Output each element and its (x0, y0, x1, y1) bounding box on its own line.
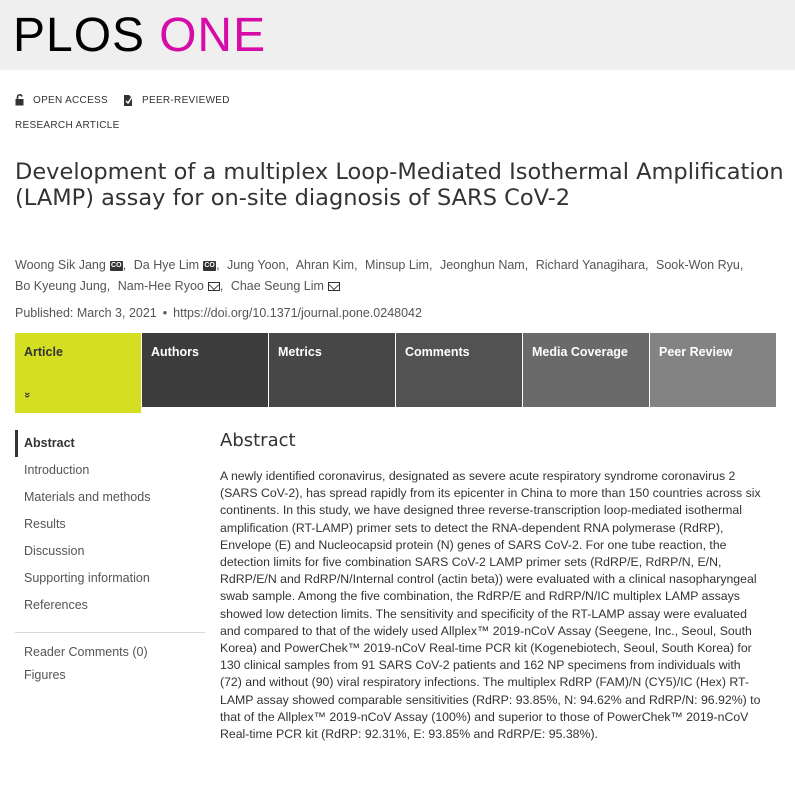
abstract-text: A newly identified coronavirus, designated as severe acute respiratory syndrome coronavirus 2 (SARS CoV-2), has spread rapidly from its epicenter in China to more than 150 countries across six continents. In this study, we have designed three reverse-transcription loop-mediated isothermal amplification (RT-LAMP) primer sets to detect the RNA-dependent RNA polymerase (RdRP), Envelope (E) and Nucleocapsid protein (N) genes of SARS CoV-2. For one tube reaction, the detection limits for five combination SARS CoV-2 LAMP primer sets (RdRP/E, RdRP/N, E/N, RdRP/E/N and RdRP/N/Internal control (actin beta)) were evaluated with a clinical nasopharyngeal swab sample. Among the five combination, the RdRP/E and RdRP/N/IC multiplex LAMP assays showed low detection limits. The sensitivity and specificity of the RT-LAMP assay were evaluated and compared to that of the widely used Allplex™ 2019-nCoV Assay (Seegene, Inc., Seoul, South Korea) and PowerChek™ 2019-nCoV Real-time PCR kit (Kogenebiotech, Seoul, South Korea) for 130 clinical samples from 91 SARS CoV-2 patients and 162 NP specimens from individuals with (72) and without (90) viral respiratory infections. The multiplex RdRP (FAM)/N (CY5)/IC (Hex) RT-LAMP assay showed comparable sensitivities (RdRP: 93.85%, N: 94.62% and RdRP/N: 96.92%) to that of the Allplex™ 2019-nCoV Assay (100%) and superior to those of PowerChek™ 2019-nCoV Real-time PCR kit (RdRP: 92.31%, E: 93.85% and RdRP/E: 95.38%). (220, 469, 761, 742)
author-separator: , (645, 258, 649, 272)
tab-authors[interactable] (142, 333, 268, 407)
email-icon[interactable] (208, 282, 220, 291)
section-nav (15, 430, 205, 687)
access-badges (15, 93, 244, 107)
author-item (118, 279, 228, 293)
author-item (231, 279, 340, 293)
nav-results[interactable]: Results (24, 517, 66, 531)
author-name[interactable]: Jung Yoon (227, 258, 286, 272)
author-separator: , (219, 279, 224, 293)
author-separator: , (285, 258, 289, 272)
author-item (536, 258, 653, 272)
author-item (227, 258, 293, 272)
author-separator: , (524, 258, 529, 272)
author-separator: , (428, 258, 433, 272)
tab-comments-label: Comments (405, 345, 470, 359)
tab-article[interactable] (15, 333, 141, 413)
equal-contribution-icon[interactable]: CO (204, 261, 215, 269)
author-separator: , (354, 258, 358, 272)
nav-abstract[interactable]: Abstract (15, 430, 205, 457)
open-access-label: OPEN ACCESS (33, 94, 108, 106)
separator-dot: • (162, 306, 168, 320)
doi-link[interactable]: https://doi.org/10.1371/journal.pone.0248042 (173, 306, 422, 320)
nav-references[interactable]: References (24, 598, 88, 612)
author-separator: , (122, 258, 127, 272)
author-item (15, 258, 130, 272)
nav-introduction[interactable]: Introduction (24, 463, 90, 477)
author-separator: , (739, 258, 744, 272)
peer-reviewed-label: PEER-REVIEWED (142, 94, 230, 106)
author-list (15, 255, 785, 297)
tab-peer-review[interactable] (650, 333, 776, 407)
nav-supporting-information[interactable]: Supporting information (24, 571, 150, 585)
author-item (656, 258, 747, 272)
chevron-down-icon: » (21, 391, 34, 399)
author-item (296, 258, 362, 272)
nav-materials-methods[interactable]: Materials and methods (24, 490, 151, 504)
tab-metrics[interactable] (269, 333, 395, 407)
open-lock-icon (15, 94, 25, 106)
author-item (134, 258, 224, 272)
article-type: RESEARCH ARTICLE (15, 120, 120, 131)
author-item (365, 258, 436, 272)
tab-media-coverage[interactable] (523, 333, 649, 407)
author-name[interactable]: Nam-Hee Ryoo (117, 279, 204, 293)
tab-authors-label: Authors (151, 345, 199, 359)
abstract-heading: Abstract (220, 430, 296, 451)
header-bar (0, 0, 795, 70)
logo-plos: PLOS (13, 9, 146, 62)
tab-article-label: Article (24, 345, 63, 359)
logo-one: ONE (159, 9, 267, 62)
author-name[interactable]: Ahran Kim (295, 258, 355, 272)
article-title: Development of a multiplex Loop-Mediated Isothermal Amplification (LAMP) assay for on-site diagnosis of SARS CoV-2 (15, 159, 784, 211)
article-tabs (15, 333, 777, 413)
nav-figures[interactable]: Figures (24, 668, 66, 682)
tab-peer-label: Peer Review (659, 345, 733, 359)
published-date: Published: March 3, 2021 (15, 306, 157, 320)
peer-reviewed-icon (122, 94, 134, 107)
author-item (15, 279, 114, 293)
author-name[interactable]: Woong Sik Jang (15, 258, 106, 272)
plos-one-logo[interactable] (13, 8, 266, 64)
author-item (440, 258, 532, 272)
nav-reader-comments[interactable]: Reader Comments (0) (24, 645, 148, 659)
author-name[interactable]: Sook-Won Ryu (656, 258, 740, 272)
email-icon[interactable] (328, 282, 340, 291)
author-separator: , (106, 279, 111, 293)
tab-comments[interactable] (396, 333, 522, 407)
author-name[interactable]: Minsup Lim (365, 258, 429, 272)
author-name[interactable]: Bo Kyeung Jung (15, 279, 107, 293)
open-access-badge[interactable] (15, 94, 108, 106)
author-name[interactable]: Chae Seung Lim (230, 279, 324, 293)
equal-contribution-icon[interactable]: CO (111, 261, 122, 269)
publication-info (15, 306, 422, 320)
nav-divider (15, 632, 205, 633)
author-separator: , (216, 258, 220, 272)
author-name[interactable]: Da Hye Lim (133, 258, 200, 272)
author-name[interactable]: Jeonghun Nam (439, 258, 525, 272)
author-name[interactable]: Richard Yanagihara (535, 258, 646, 272)
nav-discussion[interactable]: Discussion (24, 544, 85, 558)
tab-metrics-label: Metrics (278, 345, 322, 359)
peer-reviewed-badge[interactable] (122, 94, 230, 107)
abstract-section (220, 430, 765, 743)
tab-media-label: Media Coverage (532, 345, 628, 359)
